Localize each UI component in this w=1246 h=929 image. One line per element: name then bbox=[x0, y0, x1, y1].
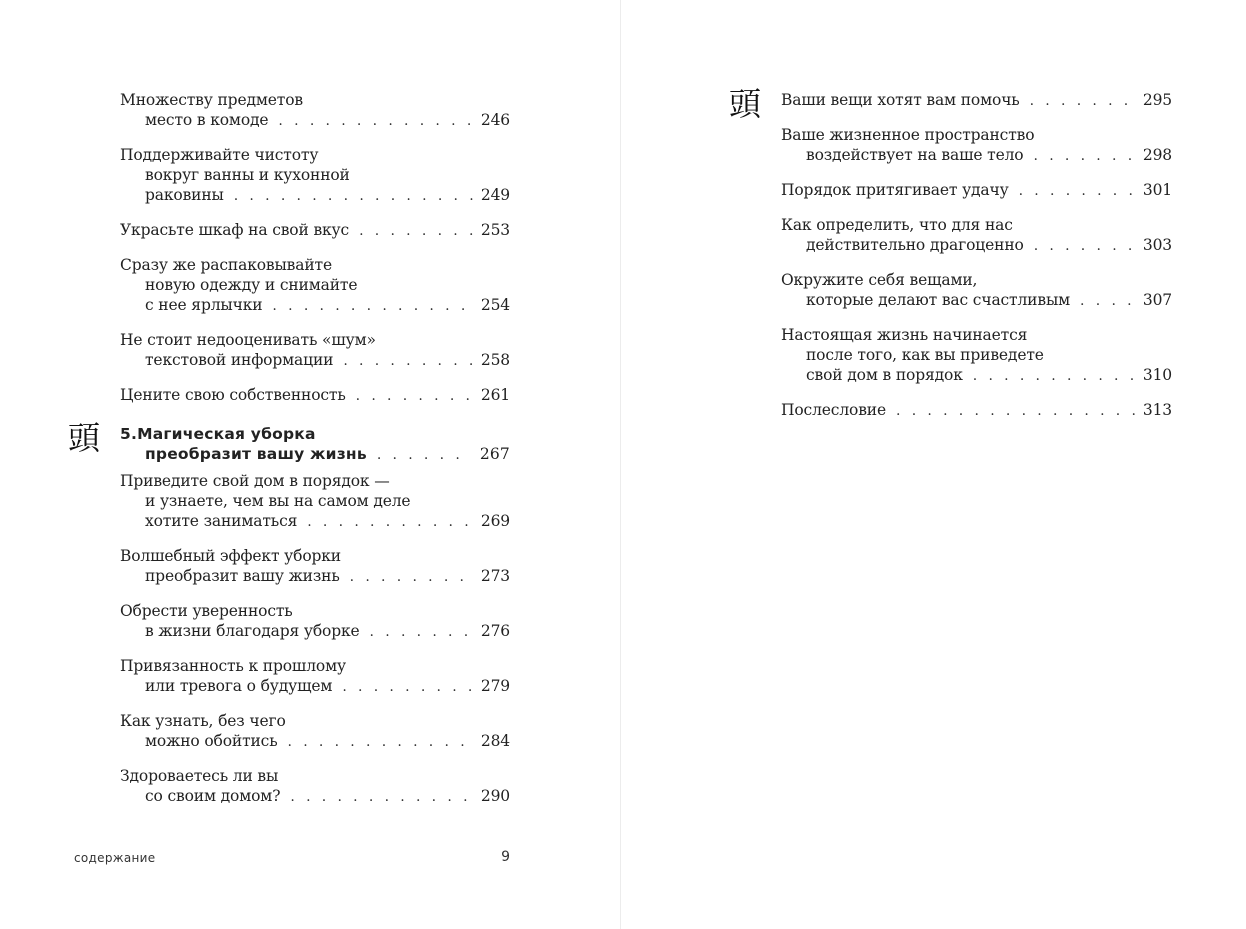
toc-entry-line: Приведите свой дом в порядок — bbox=[120, 472, 390, 490]
toc-entry-title: действительно драгоценно bbox=[806, 236, 1024, 254]
toc-entry-title: Цените свою собственность bbox=[120, 386, 346, 404]
toc-entry-line bbox=[781, 400, 1172, 421]
toc-page-number: 258 bbox=[480, 351, 510, 369]
toc-entry-title: место в комоде bbox=[145, 111, 269, 129]
toc-page-number: 267 bbox=[479, 445, 510, 463]
toc-entry-line: Сразу же распаковывайте bbox=[120, 256, 332, 274]
toc-entry[interactable] bbox=[120, 766, 510, 807]
table-of-contents-left bbox=[68, 90, 510, 821]
toc-entry-title: или тревога о будущем bbox=[145, 677, 333, 695]
toc-entry-title: воздействует на ваше тело bbox=[806, 146, 1024, 164]
toc-entry-line: Привязанность к прошлому bbox=[120, 657, 346, 675]
toc-entry-line: Обрести уверенность bbox=[120, 602, 293, 620]
leader-dots bbox=[307, 512, 473, 532]
toc-page-number: 249 bbox=[480, 186, 510, 204]
toc-group bbox=[781, 90, 1172, 386]
toc-entry-line: Здороваетесь ли вы bbox=[120, 767, 279, 785]
toc-entry-line bbox=[781, 90, 1172, 111]
toc-page-number: 295 bbox=[1142, 91, 1172, 109]
toc-entry-line bbox=[120, 350, 510, 371]
right-page bbox=[621, 0, 1246, 929]
toc-entry[interactable] bbox=[781, 325, 1172, 386]
toc-entry-title: в жизни благодаря уборке bbox=[145, 622, 360, 640]
toc-entry-title: Послесловие bbox=[781, 401, 886, 419]
chapter-kanji-symbol: 頭 bbox=[68, 419, 101, 457]
toc-entry-title: с нее ярлычки bbox=[145, 296, 263, 314]
toc-entry-line bbox=[120, 676, 510, 697]
leader-dots bbox=[1034, 236, 1135, 256]
toc-entry-line bbox=[120, 110, 510, 131]
toc-page-number: 276 bbox=[480, 622, 510, 640]
leader-dots bbox=[1080, 291, 1135, 311]
leader-dots bbox=[1030, 91, 1135, 111]
toc-entry-line bbox=[120, 731, 510, 752]
toc-entry-line bbox=[120, 220, 510, 241]
toc-entry-line: Как узнать, без чего bbox=[120, 712, 286, 730]
toc-entry[interactable] bbox=[120, 385, 510, 406]
chapter-5-entry[interactable] bbox=[68, 419, 510, 465]
toc-entry[interactable] bbox=[781, 215, 1172, 256]
toc-page-number: 303 bbox=[1142, 236, 1172, 254]
leader-dots bbox=[370, 622, 473, 642]
leader-dots bbox=[896, 401, 1135, 421]
toc-page-number: 310 bbox=[1142, 366, 1172, 384]
chapter-heading[interactable] bbox=[68, 419, 510, 465]
toc-entry-line: Как определить, что для нас bbox=[781, 216, 1013, 234]
leader-dots bbox=[350, 567, 473, 587]
toc-entry-line bbox=[781, 180, 1172, 201]
toc-entry-line bbox=[120, 566, 510, 587]
toc-entry[interactable] bbox=[120, 471, 510, 532]
toc-entry-title: Порядок притягивает удачу bbox=[781, 181, 1009, 199]
toc-entry-line: Настоящая жизнь начинается bbox=[781, 326, 1028, 344]
leader-dots bbox=[272, 296, 472, 316]
toc-entry[interactable] bbox=[120, 656, 510, 697]
leader-dots bbox=[342, 677, 473, 697]
leader-dots bbox=[343, 351, 473, 371]
toc-page-number: 298 bbox=[1142, 146, 1172, 164]
leader-dots bbox=[234, 186, 473, 206]
toc-entry-line bbox=[120, 511, 510, 532]
toc-entry-line bbox=[781, 145, 1172, 166]
leader-dots bbox=[973, 366, 1135, 386]
toc-entry[interactable] bbox=[120, 711, 510, 752]
toc-entry[interactable] bbox=[120, 330, 510, 371]
toc-entry-title: свой дом в порядок bbox=[806, 366, 963, 384]
leader-dots bbox=[377, 445, 472, 465]
toc-entry-title: хотите заниматься bbox=[145, 512, 298, 530]
toc-entry-line: Не стоит недооценивать «шум» bbox=[120, 331, 376, 349]
toc-page-number: 279 bbox=[480, 677, 510, 695]
toc-entry[interactable] bbox=[781, 90, 1172, 111]
toc-entry[interactable] bbox=[120, 601, 510, 642]
chapter-kanji-symbol: 頭 bbox=[729, 85, 762, 123]
toc-entry[interactable] bbox=[120, 546, 510, 587]
toc-entry-title: можно обойтись bbox=[145, 732, 278, 750]
toc-page-number: 284 bbox=[480, 732, 510, 750]
toc-entry-line bbox=[120, 385, 510, 406]
left-page bbox=[0, 0, 620, 929]
toc-entry[interactable] bbox=[120, 220, 510, 241]
toc-entry-line bbox=[781, 235, 1172, 256]
toc-page-number: 307 bbox=[1142, 291, 1172, 309]
toc-entry-line: Окружите себя вещами, bbox=[781, 271, 978, 289]
toc-entry[interactable] bbox=[120, 145, 510, 206]
toc-entry-line: новую одежду и снимайте bbox=[145, 276, 358, 294]
toc-group bbox=[120, 471, 510, 807]
toc-entry-line: после того, как вы приведете bbox=[806, 346, 1044, 364]
toc-page-number: 269 bbox=[480, 512, 510, 530]
toc-page-number: 290 bbox=[480, 787, 510, 805]
toc-entry-title: раковины bbox=[145, 186, 224, 204]
toc-entry-line: вокруг ванны и кухонной bbox=[145, 166, 350, 184]
toc-entry-title: преобразит вашу жизнь bbox=[145, 567, 340, 585]
toc-entry-title: Украсьте шкаф на свой вкус bbox=[120, 221, 350, 239]
toc-entry-title: Ваши вещи хотят вам помочь bbox=[781, 91, 1020, 109]
toc-entry-title: преобразит вашу жизнь bbox=[145, 445, 367, 463]
toc-entry-line: Ваше жизненное пространство bbox=[781, 126, 1035, 144]
toc-entry-line bbox=[781, 365, 1172, 386]
toc-entry[interactable] bbox=[781, 180, 1172, 201]
toc-entry-line bbox=[120, 295, 510, 316]
toc-entry-line bbox=[120, 185, 510, 206]
toc-entry[interactable] bbox=[120, 90, 510, 131]
toc-page-number: 253 bbox=[480, 221, 510, 239]
leader-dots bbox=[356, 386, 473, 406]
toc-page-number: 246 bbox=[480, 111, 510, 129]
running-footer-label: содержание bbox=[74, 851, 156, 865]
toc-page-number: 273 bbox=[480, 567, 510, 585]
toc-page-number: 313 bbox=[1142, 401, 1172, 419]
toc-entry[interactable] bbox=[781, 270, 1172, 311]
leader-dots bbox=[1019, 181, 1135, 201]
toc-page-number: 301 bbox=[1142, 181, 1172, 199]
toc-entry-line: и узнаете, чем вы на самом деле bbox=[145, 492, 411, 510]
leader-dots bbox=[290, 787, 472, 807]
toc-page-number: 261 bbox=[480, 386, 510, 404]
toc-page-number: 254 bbox=[480, 296, 510, 314]
toc-entry-line: 5.Магическая уборка bbox=[120, 425, 316, 443]
toc-entry-title: со своим домом? bbox=[145, 787, 281, 805]
table-of-contents-right bbox=[729, 85, 1172, 435]
leader-dots bbox=[359, 221, 473, 241]
toc-entry-line bbox=[120, 444, 510, 465]
toc-entry[interactable] bbox=[120, 255, 510, 316]
toc-entry[interactable] bbox=[781, 125, 1172, 166]
toc-entry-line bbox=[781, 290, 1172, 311]
toc-entry-line bbox=[120, 786, 510, 807]
leader-dots bbox=[1034, 146, 1135, 166]
leader-dots bbox=[278, 111, 472, 131]
folio-page-number: 9 bbox=[501, 849, 510, 865]
toc-entry-title: которые делают вас счастливым bbox=[806, 291, 1071, 309]
toc-entry-title: текстовой информации bbox=[145, 351, 334, 369]
toc-entry-line: Множеству предметов bbox=[120, 91, 303, 109]
toc-entry-line bbox=[120, 621, 510, 642]
toc-entry-line: Волшебный эффект уборки bbox=[120, 547, 341, 565]
toc-entry-line: Поддерживайте чистоту bbox=[120, 146, 319, 164]
toc-group bbox=[120, 90, 510, 406]
leader-dots bbox=[288, 732, 473, 752]
